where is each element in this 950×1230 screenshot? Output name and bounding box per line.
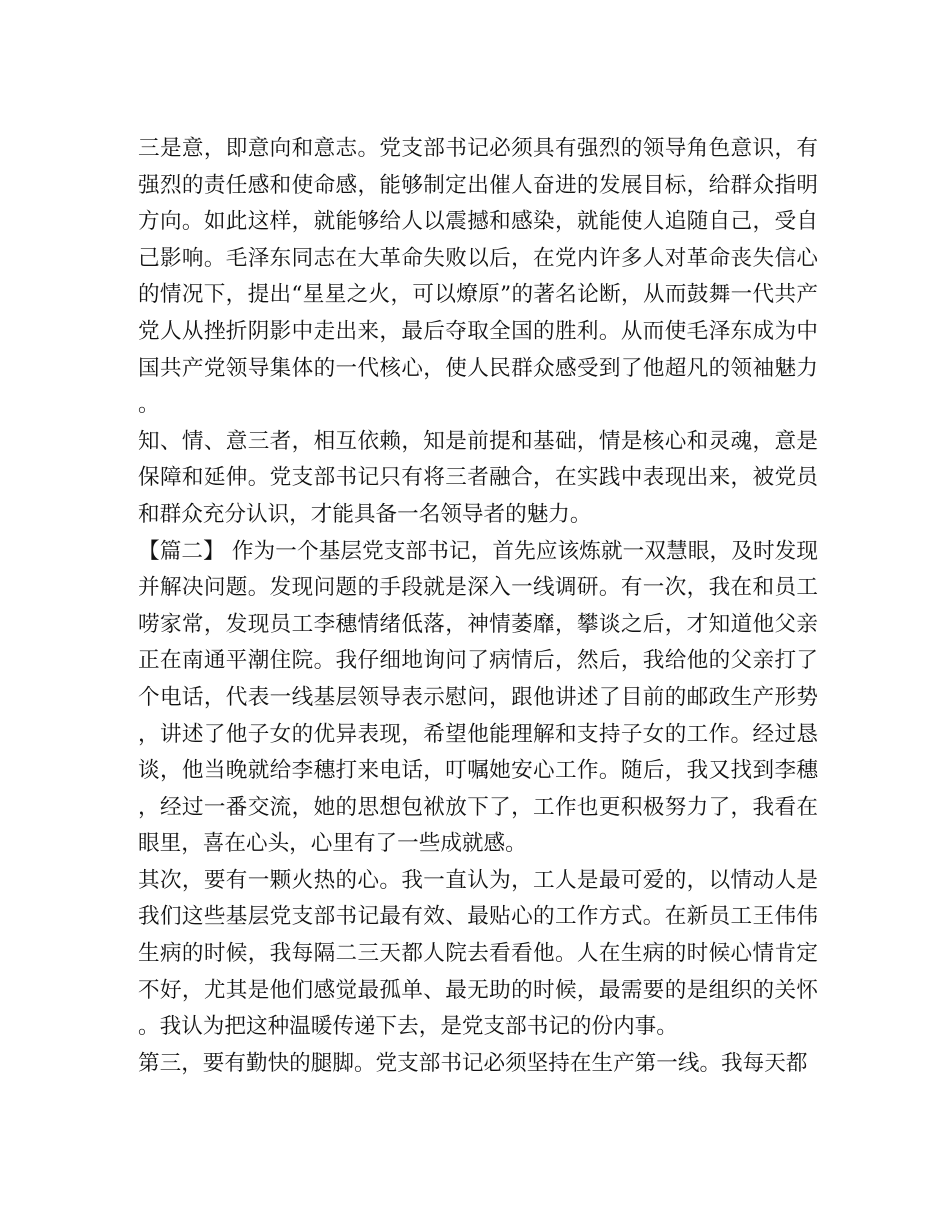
paragraph-second-point: 其次，要有一颗火热的心。我一直认为，工人是最可爱的，以情动人是我们这些基层党支部书记最有效、最贴心的工作方式。在新员工王伟伟生病的时候，我每隔二三天都人院去看看他。人在生病的时候心情肯定不好，尤其是他们感觉最孤单、最无助的时候，最需要的是组织的关怀。我认为把这种温暖传递下去，是党支部书记的份内事。 <box>138 867 818 1040</box>
paragraph-three-combined: 知、情、意三者，相互依赖，知是前提和基础，情是核心和灵魂，意是保障和延伸。党支部书记只有将三者融合，在实践中表现出来，被党员和群众充分认识，才能具备一名领导者的魅力。 <box>138 428 818 527</box>
paragraph-chapter-two-first: 【篇二】 作为一个基层党支部书记，首先应该炼就一双慧眼，及时发现并解决问题。发现问题的手段就是深入一线调研。有一次，我在和员工唠家常，发现员工李穗情绪低落，神情萎靡，攀谈之后，才知道他父亲正在南通平潮住院。我仔细地询问了病情后，然后，我给他的父亲打了个电话，代表一线基层领导表示慰问，跟他讲述了目前的邮政生产形势，讲述了他子女的优异表现，希望他能理解和支持子女的工作。经过恳谈，他当晚就给李穗打来电话，叮嘱她安心工作。随后，我又找到李穗，经过一番交流，她的思想包袱放下了，工作也更积极努力了，我看在眼里，喜在心头，心里有了一些成就感。 <box>138 538 818 857</box>
paragraph-third-point: 第三，要有勤快的腿脚。党支部书记必须坚持在生产第一线。我每天都 <box>138 1050 808 1076</box>
paragraph-zhi-qing-yi-three: 三是意，即意向和意志。党支部书记必须具有强烈的领导角色意识，有强烈的责任感和使命感，能够制定出催人奋进的发展目标，给群众指明方向。如此这样，就能够给人以震撼和感染，就能使人追随自己，受自己影响。毛泽东同志在大革命失败以后，在党内许多人对革命丧失信心的情况下，提出“星星之火，可以燎原”的著名论断，从而鼓舞一代共产党人从挫折阴影中走出来，最后夺取全国的胜利。从而使毛泽东成为中国共产党领导集体的一代核心，使人民群众感受到了他超凡的领袖魅力。 <box>138 136 818 418</box>
document-body <box>138 131 818 1082</box>
